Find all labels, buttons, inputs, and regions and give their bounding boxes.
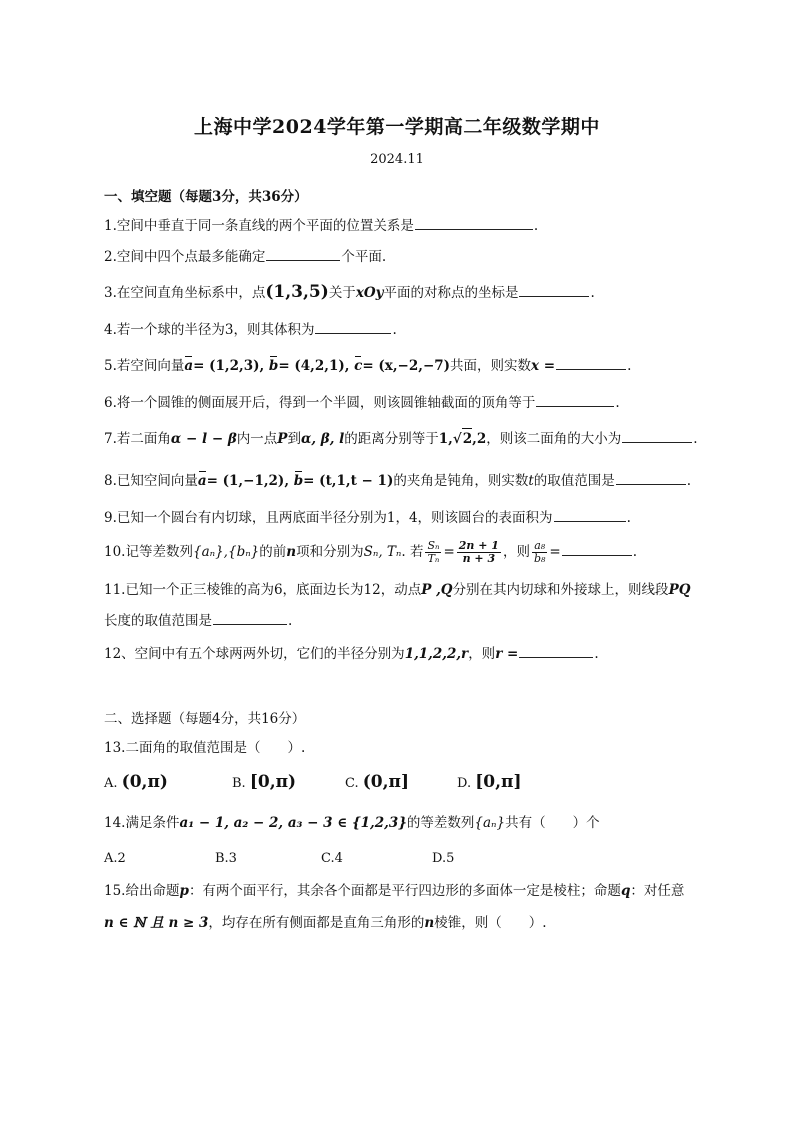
section-fill-in-heading: 一、填空题（每题3分，共36分）: [104, 189, 308, 205]
question-9: 9.已知一个圆台有内切球，且两底面半径分别为1，4，则该圆台的表面积为 .: [104, 507, 631, 528]
option-c[interactable]: C.4: [321, 851, 343, 866]
answer-blank[interactable]: [616, 470, 686, 485]
question-11-line-2: 长度的取值范围是 .: [104, 610, 292, 631]
answer-blank[interactable]: [415, 215, 533, 230]
exam-title: 上海中学2024学年第一学期高二年级数学期中: [194, 116, 600, 138]
vector-b: b: [293, 473, 304, 489]
question-10: 10.记等差数列{aₙ},{bₙ}的前n项和分别为Sₙ, Tₙ. 若 $\frac{\text{Sₙ}}{\text{Tₙ}}$ = $\frac{2n + 1}{n + 3}$ ，则 $\frac{\text{a₈}}{\text{b₈}}$ = .: [104, 539, 638, 565]
answer-blank[interactable]: [562, 541, 632, 556]
answer-blank[interactable]: [556, 355, 626, 370]
option-a[interactable]: A. (0,π): [104, 772, 168, 792]
answer-blank[interactable]: [213, 610, 287, 625]
answer-blank[interactable]: [622, 428, 692, 443]
sqrt-symbol: √: [452, 431, 462, 447]
answer-blank[interactable]: [266, 246, 340, 261]
vector-b: b: [268, 358, 279, 374]
question-2: 2.空间中四个点最多能确定 个平面.: [104, 246, 386, 267]
plane-xoy: xOy: [355, 285, 384, 301]
answer-blank[interactable]: [315, 319, 391, 334]
answer-blank[interactable]: [554, 507, 626, 522]
question-14: 14.满足条件a₁ − 1, a₂ − 2, a₃ − 3 ∈ {1,2,3}的等差数列{aₙ}共有（ ）个: [104, 815, 600, 831]
dihedral-angle: α − l − β: [170, 431, 237, 447]
question-6: 6.将一个圆锥的侧面展开后，得到一个半圆，则该圆锥轴截面的顶角等于 .: [104, 392, 620, 413]
vector-c: c: [354, 358, 363, 374]
fraction-a8-over-b8: $\frac{\text{a₈}}{\text{b₈}}$: [533, 539, 546, 565]
option-d[interactable]: D. [0,π]: [457, 772, 522, 792]
option-d[interactable]: D.5: [432, 851, 455, 866]
vector-a: a: [197, 473, 207, 489]
answer-blank[interactable]: [536, 392, 614, 407]
question-4: 4.若一个球的半径为3，则其体积为 .: [104, 319, 397, 340]
question-15-line-1: 15.给出命题p：有两个面平行，其余各个面都是平行四边形的多面体一定是棱柱；命题q：对任意: [104, 883, 685, 899]
question-8: 8.已知空间向量a= (1,−1,2), b= (t,1,t − 1)的夹角是钝角，则实数t的取值范围是 .: [104, 470, 691, 491]
question-3: 3.在空间直角坐标系中，点(1,3,5)关于xOy平面的对称点的坐标是 .: [104, 282, 595, 302]
option-b[interactable]: B. [0,π): [232, 772, 297, 792]
option-b[interactable]: B.3: [215, 851, 237, 866]
question-7: 7.若二面角α − l − β内一点P到α, β, l的距离分别等于1,√2,2，则该二面角的大小为 .: [104, 428, 698, 449]
option-c[interactable]: C. (0,π]: [345, 772, 410, 792]
question-1: 1.空间中垂直于同一条直线的两个平面的位置关系是 .: [104, 215, 538, 236]
question-1-text: 1.空间中垂直于同一条直线的两个平面的位置关系是: [104, 218, 414, 234]
fraction-s-over-t: $\frac{\text{Sₙ}}{\text{Tₙ}}$: [427, 539, 440, 565]
question-11-line-1: 11.已知一个正三棱锥的高为6，底面边长为12，动点P ,Q分别在其内切球和外接球上，则线段PQ: [104, 582, 691, 598]
question-15-line-2: n ∈ ℕ 且 n ≥ 3，均存在所有侧面都是直角三角形的n棱锥，则（ ）.: [104, 915, 547, 931]
fraction-ratio: $\frac{2n + 1}{n + 3}$: [458, 539, 499, 565]
vector-a: a: [184, 358, 194, 374]
exam-date: 2024.11: [370, 152, 424, 167]
question-13: 13.二面角的取值范围是（ ）.: [104, 740, 306, 756]
section-choice-heading: 二、选择题（每题4分，共16分）: [104, 711, 306, 727]
option-a[interactable]: A.2: [104, 851, 126, 866]
point-coordinates: (1,3,5): [265, 282, 329, 302]
answer-blank[interactable]: [519, 643, 593, 658]
answer-blank[interactable]: [519, 282, 589, 297]
question-12: 12、空间中有五个球两两外切，它们的半径分别为1,1,2,2,r，则r = .: [104, 643, 599, 664]
question-5: 5.若空间向量a= (1,2,3), b= (4,2,1), c= (x,−2,−7)共面，则实数x = .: [104, 355, 631, 376]
